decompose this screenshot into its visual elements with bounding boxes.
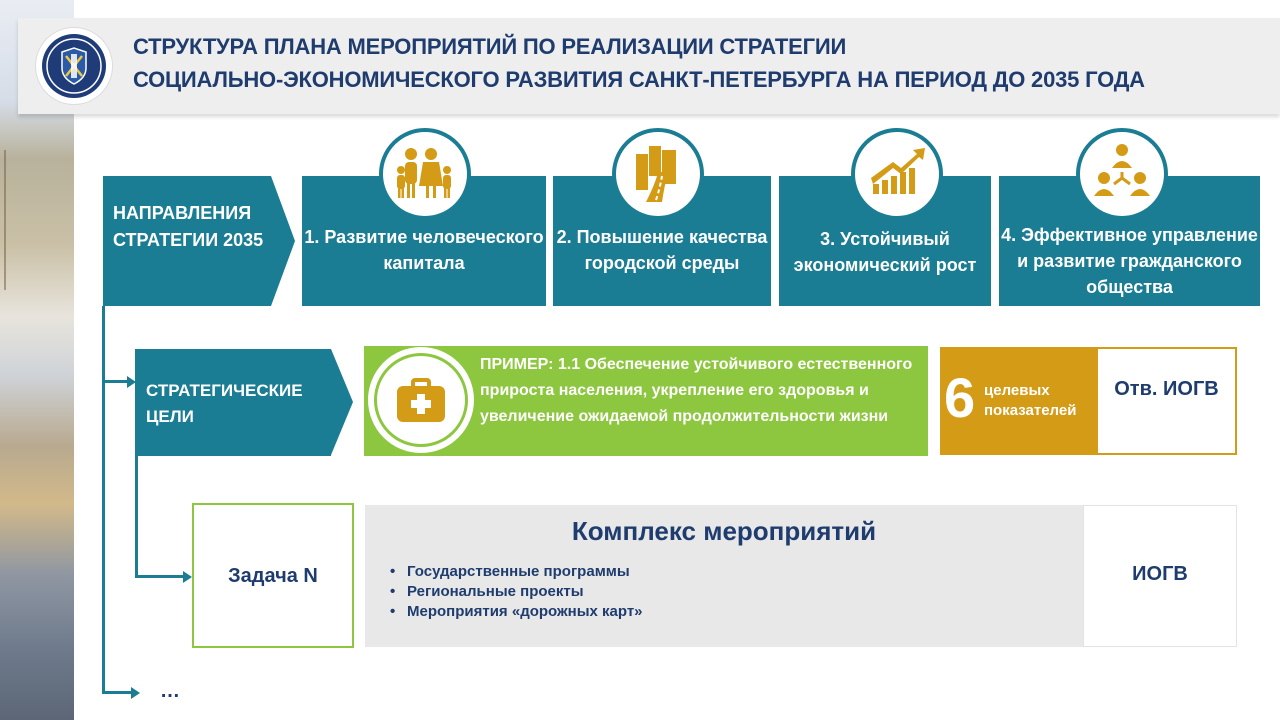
header-band bbox=[18, 18, 1280, 114]
goals-heading-arrow bbox=[331, 349, 353, 455]
direction-label: 3. Устойчивый экономический рост bbox=[793, 229, 977, 275]
arrowhead bbox=[183, 571, 192, 583]
indicators-count: 6 bbox=[944, 366, 976, 429]
directions-heading: НАПРАВЛЕНИЯ СТРАТЕГИИ 2035 bbox=[113, 203, 264, 250]
direction-label: 1. Развитие человеческого капитала bbox=[304, 227, 544, 273]
direction-label: 4. Эффективное управление и развитие гражданского общества bbox=[1001, 225, 1258, 297]
family-icon bbox=[379, 128, 471, 220]
more-ellipsis: … bbox=[160, 680, 180, 702]
icon-ring bbox=[374, 353, 468, 447]
first-aid-kit-icon bbox=[368, 347, 474, 453]
people-network-icon bbox=[1076, 128, 1168, 220]
complex-list bbox=[390, 562, 643, 622]
connector-arrow-more bbox=[102, 691, 132, 694]
page-title-line-2: СОЦИАЛЬНО-ЭКОНОМИЧЕСКОГО РАЗВИТИЯ САНКТ-ПЕТЕРБУРГА НА ПЕРИОД ДО 2035 ГОДА bbox=[133, 67, 1145, 92]
responsible-label: Отв. ИОГВ bbox=[1114, 378, 1219, 400]
complex-title: Комплекс мероприятий bbox=[571, 516, 877, 546]
list-item: • Мероприятия «дорожных карт» bbox=[390, 602, 643, 622]
responsible-box bbox=[1096, 347, 1237, 455]
goals-heading: СТРАТЕГИЧЕСКИЕ ЦЕЛИ bbox=[146, 381, 303, 426]
list-item: • Региональные проекты bbox=[390, 582, 643, 602]
page-title-line-1: СТРУКТУРА ПЛАНА МЕРОПРИЯТИЙ ПО РЕАЛИЗАЦИИ СТРАТЕГИИ bbox=[133, 34, 847, 59]
connector-line bbox=[102, 306, 105, 694]
spb-coat-of-arms-icon bbox=[42, 34, 106, 98]
growth-chart-icon bbox=[851, 128, 943, 220]
goal-example-text: ПРИМЕР: 1.1 Обеспечение устойчивого естественного прироста населения, укрепление его здоровья и увеличение ожидаемой продолжительности жизни bbox=[480, 356, 913, 425]
task-label: Задача N bbox=[228, 565, 318, 587]
list-item: • Государственные программы bbox=[390, 562, 643, 582]
connector-line-2 bbox=[135, 455, 138, 577]
indicators-label: целевых показателей bbox=[984, 382, 1077, 419]
connector-arrow-task bbox=[135, 575, 183, 578]
iogv-label: ИОГВ bbox=[1132, 563, 1188, 585]
logo bbox=[36, 28, 112, 104]
ship-silhouette bbox=[4, 150, 46, 290]
directions-heading-arrow bbox=[271, 176, 295, 306]
city-road-icon bbox=[612, 128, 704, 220]
arrowhead bbox=[131, 687, 140, 699]
connector-arrow-goals bbox=[102, 380, 128, 383]
direction-label: 2. Повышение качества городской среды bbox=[556, 227, 768, 273]
